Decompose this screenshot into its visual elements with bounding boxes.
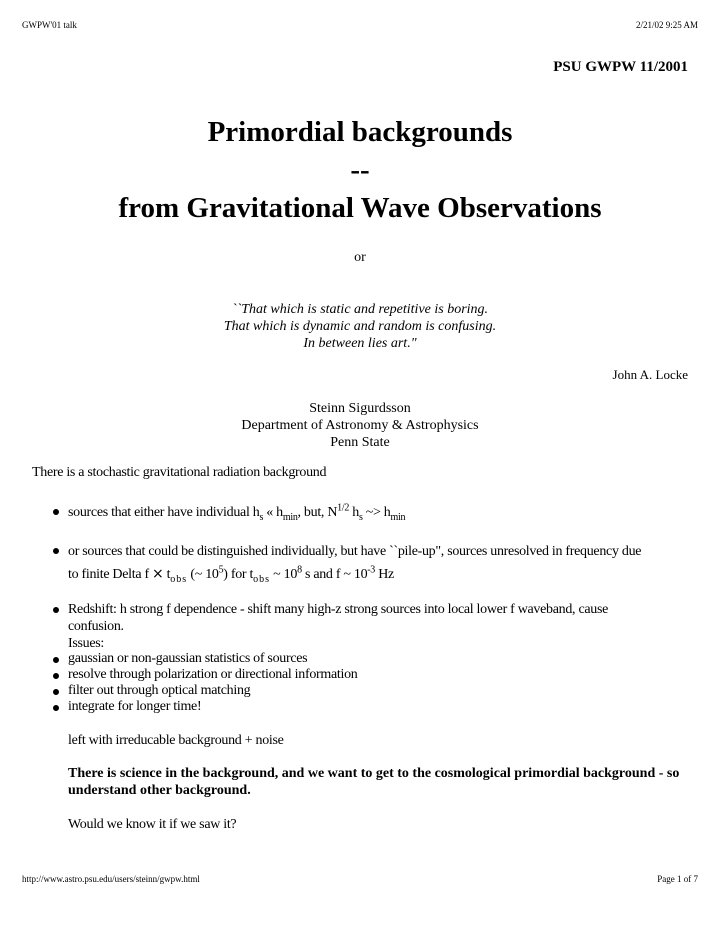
bullet-item-3: Redshift: h strong f dependence - shift many high-z strong sources into local lower f waveband, cause confusion. Issues:: [68, 602, 609, 651]
quote-line-1: ``That which is static and repetitive is boring.: [231, 302, 489, 317]
list-item: filter out through optical matching: [68, 683, 251, 698]
title-line-1: Primordial backgrounds: [207, 116, 513, 148]
summary-text: left with irreducable background + noise: [68, 733, 284, 748]
header-title: GWPW'01 talk: [22, 20, 77, 30]
list-item: integrate for longer time!: [68, 699, 202, 714]
page-number: Page 1 of 7: [657, 874, 698, 884]
conference-label: PSU GWPW 11/2001: [553, 59, 688, 75]
bullet-item-1: sources that either have individual $h_s$ « $h_{min}$, but, $N^{1/2}$ $h_s$ ~> $h_{min}$: [68, 502, 406, 523]
list-item: gaussian or non-gaussian statistics of sources: [68, 651, 308, 666]
header-timestamp: 2/21/02 9:25 AM: [635, 20, 698, 30]
science-statement: There is science in the background, and we want to get to the cosmological primordial background - so understand other background.: [68, 766, 680, 798]
department: Department of Astronomy & Astrophysics: [241, 418, 479, 433]
title-line-3: from Gravitational Wave Observations: [118, 192, 602, 224]
bullet-dot: [53, 657, 59, 663]
quote-line-3: In between lies art.": [303, 336, 417, 351]
bullet-dot: [53, 509, 59, 515]
university: Penn State: [330, 435, 390, 450]
bullet-dot: [53, 548, 59, 554]
bullet-dot: [53, 673, 59, 679]
footer-url: http://www.astro.psu.edu/users/steinn/gwpw.html: [22, 874, 200, 884]
author-name: Steinn Sigurdsson: [309, 401, 411, 416]
bullet-dot: [53, 705, 59, 711]
closing-question: Would we know it if we saw it?: [68, 817, 237, 832]
bullet-dot: [53, 689, 59, 695]
list-item: resolve through polarization or directional information: [68, 667, 358, 682]
title-line-2: --: [350, 154, 370, 186]
quote-author: John A. Locke: [612, 367, 688, 382]
page-title: [0, 113, 720, 227]
quote: [0, 301, 720, 352]
quote-line-2: That which is dynamic and random is confusing.: [223, 319, 497, 334]
issues-list: [68, 651, 357, 715]
bullet-item-2: or sources that could be distinguished individually, but have ``pile-up", sources unresolved in frequency due to finite Delta $f \times t_{obs}$ (~ $10^5$) for $t_{obs}$ ~ $10^8$ s and f ~ $10^{-3}$ Hz: [68, 544, 642, 585]
affiliation: [0, 400, 720, 451]
times-symbol: ×: [152, 566, 164, 582]
bullet-dot: [53, 607, 59, 613]
or-text: or: [354, 250, 366, 265]
intro-text: There is a stochastic gravitational radiation background: [32, 465, 327, 480]
